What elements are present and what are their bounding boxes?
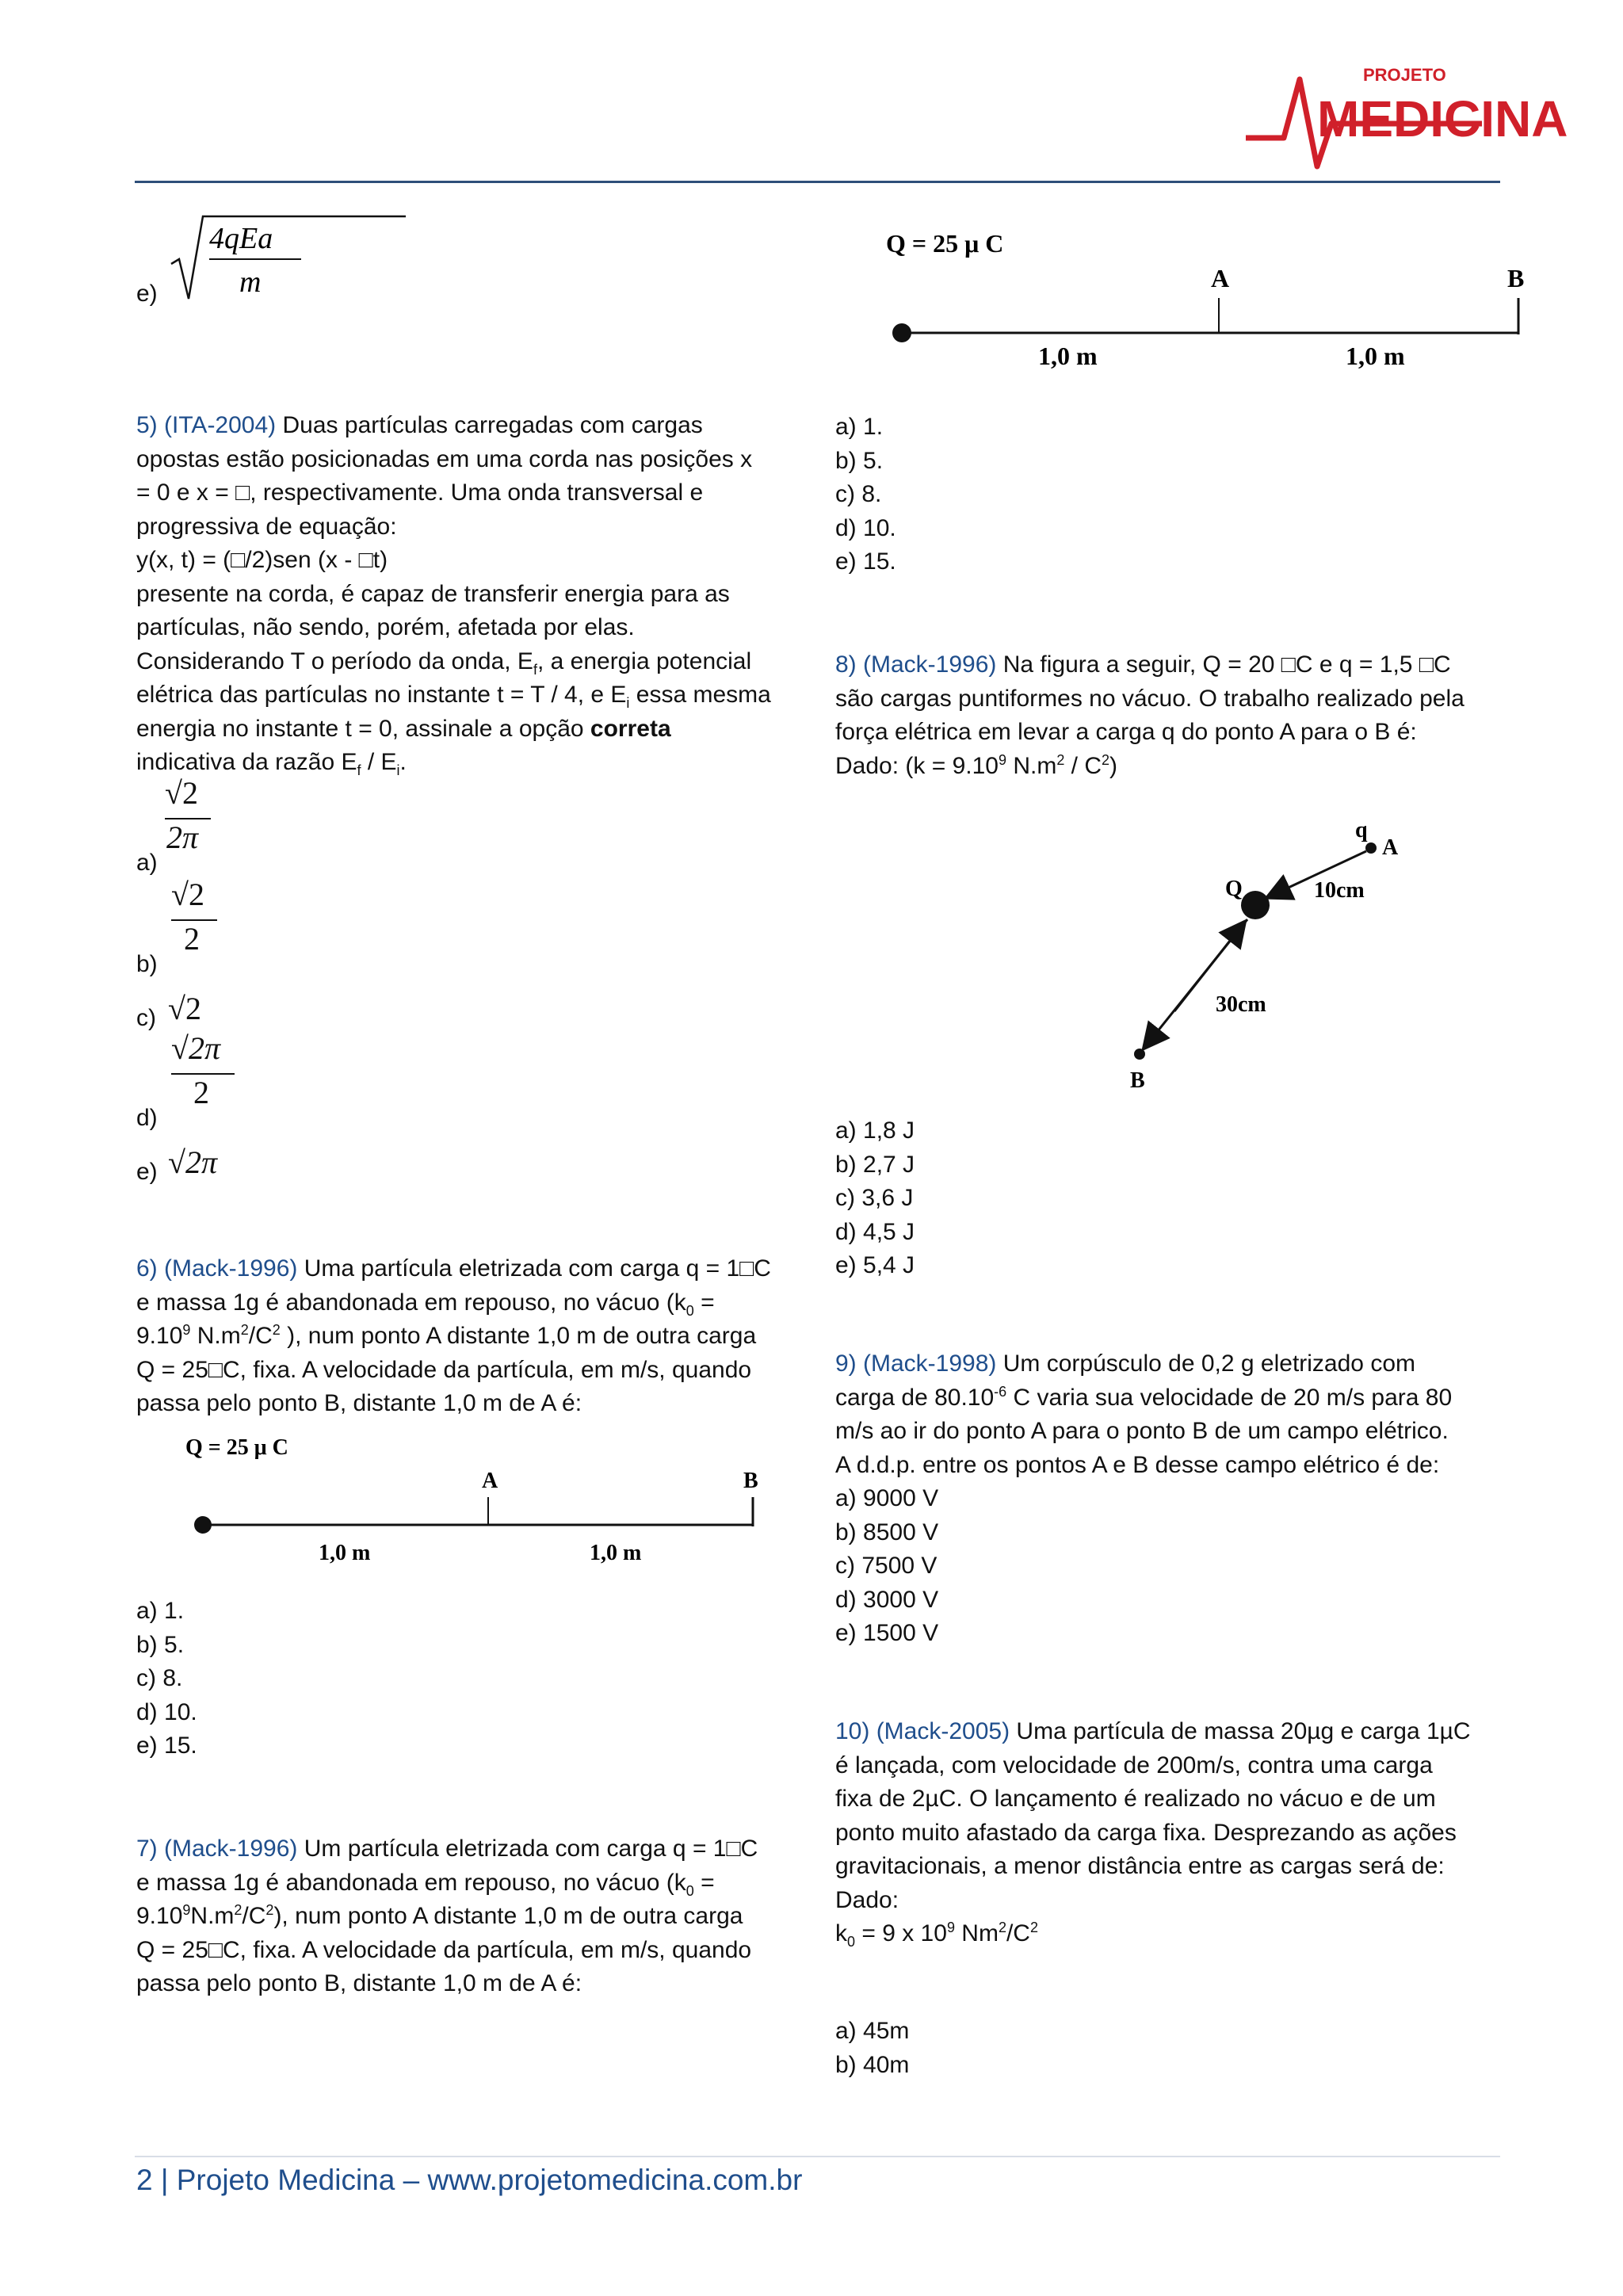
figure-point-a: A (482, 1469, 498, 1493)
figure-b-label: B (1130, 1068, 1145, 1093)
q6-options: a) 1. b) 5. c) 8. d) 10. e) 15. (136, 1598, 197, 1759)
q5-line: presente na corda, é capaz de transferir energia para as (136, 580, 730, 607)
question-6: 6) (Mack-1996) Uma partícula eletrizada com carga q = 1□C e massa 1g é abandonada em repouso, no vácuo ($k_0$ = $9.10^9$ $N.m^2/C^2$ ), num ponto A distante 1,0 m de outra carga Q = 25□C, fixa. A velocidade da partícula, em m/s, quando passa pelo ponto B, distante 1,0 m de A é: (136, 1255, 771, 1416)
figure-q-label: q (1355, 818, 1368, 842)
q6-charge-line-figure (174, 1431, 824, 1581)
question-5 (136, 409, 802, 780)
q5-line: progressiva de equação: (136, 513, 397, 540)
q5-line: Duas partículas carregadas com cargas (282, 412, 703, 438)
figure-seg1: 1,0 m (1038, 342, 1098, 370)
figure-seg1: 1,0 m (319, 1541, 371, 1565)
question-number: 6) (Mack-1996) (136, 1255, 298, 1282)
sqrt-4qEa-over-m (168, 210, 422, 305)
question-number: 9) (Mack-1998) (835, 1350, 997, 1377)
figure-a-label: A (1382, 835, 1399, 860)
figure-point-b: B (743, 1469, 758, 1493)
question-number: 7) (Mack-1996) (136, 1836, 298, 1862)
q5-option-b: b) (136, 951, 158, 977)
q5-line: elétrica das partículas no instante t = T / 4, e $E_i$ essa mesma (136, 682, 771, 711)
q7-charge-line-figure (878, 222, 1591, 380)
q5-line: partículas, não sendo, porém, afetada por elas. (136, 614, 635, 640)
q7-options: a) 1. b) 5. c) 8. d) 10. e) 15. (835, 414, 896, 575)
q5-option-a: a) (136, 850, 158, 876)
q5-option-d: d) (136, 1105, 158, 1131)
q8-options: a) 1,8 J b) 2,7 J c) 3,6 J d) 4,5 J e) 5,4 J (835, 1117, 915, 1278)
figure-Q-label: Q (1225, 877, 1243, 901)
figure-charge-label: Q = 25 μ C (185, 1435, 288, 1460)
figure-seg2: 1,0 m (1346, 342, 1405, 370)
q10-options: a) 45m b) 40m (835, 2018, 910, 2078)
question-9: 9) (Mack-1998) Um corpúsculo de 0,2 g eletrizado com carga de $80.10^{-6}$ C varia sua velocidade de 20 m/s para 80 m/s ao ir do ponto A para o ponto B de um campo elétrico. A d.d.p. entre os pontos A e B desse campo elétrico é de: a) 9000 V b) 8500 V c) 7500 V d) 3000 V e) 1500 V (835, 1350, 1453, 1646)
figure-dist-qa: 10cm (1314, 878, 1365, 903)
figure-point-a: A (1211, 264, 1230, 292)
q5-line: = 0 e x = □, respectivamente. Uma onda transversal e (136, 479, 704, 506)
page-number: 2 (136, 2164, 153, 2196)
footer-divider (135, 2156, 1500, 2157)
fraction-numerator: 4qEa (209, 222, 273, 255)
figure-point-b: B (1507, 264, 1525, 292)
question-number: 5) (ITA-2004) (136, 412, 277, 438)
question-8: 8) (Mack-1996) Na figura a seguir, Q = 20 □C e q = 1,5 □C são cargas puntiformes no vácuo. O trabalho realizado pela força elétrica em levar a carga q do ponto A para o B é: Dado: ($k = 9.10^9$ $N.m^2 / C^2$) (835, 651, 1465, 779)
q5-line: energia no instante t = 0, assinale a opção correta (136, 715, 671, 742)
q5-line: Considerando T o período da onda, $E_f$, a energia potencial (136, 648, 752, 678)
footer-link[interactable]: Projeto Medicina – www.projetomedicina.com.br (176, 2164, 803, 2196)
projeto-medicina-logo (1244, 57, 1568, 176)
q5-option-c: c) √2 (136, 991, 201, 1031)
point-b-dot (1134, 1049, 1145, 1060)
question-number: 10) (Mack-2005) (835, 1718, 1010, 1744)
fraction-denominator: m (239, 266, 262, 299)
q5-equation: y(x, t) = (□/2)sen (x - □t) (136, 547, 388, 573)
logo-main-text: MEDICINA (1317, 90, 1568, 147)
page-footer: 2 | Projeto Medicina – www.projetomedicina.com.br (136, 2164, 803, 2196)
point-a-dot (1365, 842, 1377, 854)
figure-dist-qb: 30cm (1216, 992, 1266, 1017)
figure-charge-label: Q = 25 μ C (886, 229, 1004, 258)
option-label: e) (136, 281, 158, 307)
question-7: 7) (Mack-1996) Um partícula eletrizada com carga q = 1□C e massa 1g é abandonada em repouso, no vácuo ($k_0$ = $9.10^9N.m^2/C^2$), num ponto A distante 1,0 m de outra carga Q = 25□C, fixa. A velocidade da partícula, em m/s, quando passa pelo ponto B, distante 1,0 m de A é: (136, 1836, 758, 1996)
question-number: 8) (Mack-1996) (835, 651, 997, 678)
q5-line: indicativa da razão $E_f / E_i$. (136, 749, 407, 778)
question-10: 10) (Mack-2005) Uma partícula de massa 20µg e carga 1µC é lançada, com velocidade de 200m/s, contra uma carga fixa de 2µC. O lançamento é realizado no vácuo e de um ponto muito afastado da carga fixa. Desprezando as ações gravitacionais, a menor distância entre as cargas será de: Dado: $k_0 = 9$ x $10^9$ $Nm^2/C^2$ (835, 1718, 1471, 1950)
logo-top-text: PROJETO (1363, 65, 1446, 85)
q5-line: opostas estão posicionadas em uma corda nas posições x (136, 445, 753, 472)
q8-charges-figure (1105, 808, 1445, 1102)
charge-Q-dot (1241, 891, 1270, 919)
q5-option-e: e) √2π (136, 1144, 217, 1185)
header-divider (135, 181, 1500, 183)
figure-seg2: 1,0 m (590, 1541, 642, 1565)
